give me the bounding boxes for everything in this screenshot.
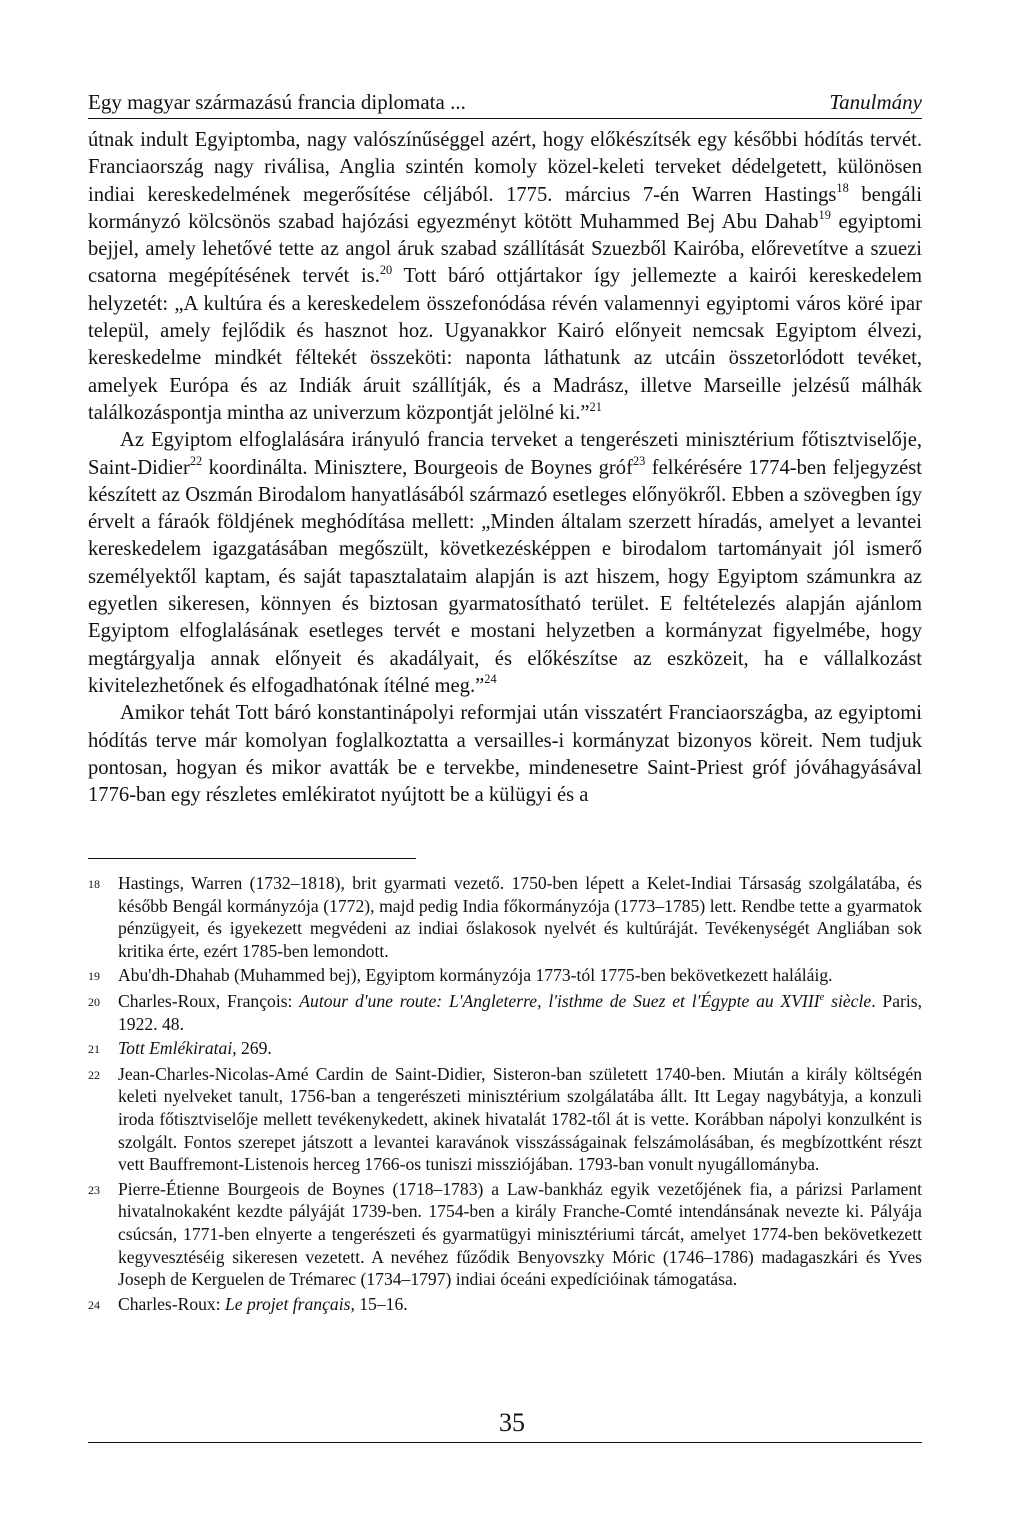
footer-rule — [88, 1442, 922, 1443]
page-number: 35 — [499, 1408, 525, 1437]
running-head — [88, 89, 922, 115]
cited-title: Tott Emlékiratai, — [118, 1038, 237, 1059]
footnote-text: Jean-Charles-Nicolas-Amé Cardin de Saint-Didier, Sisteron-ban született 1740-ben. Miután a király költségén keleti nyelveket tanult, 1756-ban a tengerészeti minisztérium szolgálatába állt. Itt Legay nagybátyja, a konzuli iroda főtisztviselője mellett tevékenykedett, akinek hivatalát 1782-től át is vette. Korábban nápolyi konzulként is szolgált. Fontos szerepet játszott a levantei karavánok visszásságainak felszámolásában, és megbízottként részt vett Bauffremont-Listenois herceg 1766-os tuniszi missziójában. 1793-ban vonult nyugállományba. — [118, 1063, 922, 1175]
footnote-number: 19 — [88, 969, 100, 984]
paragraph: Amikor tehát Tott báró konstantinápolyi reformjai után visszatért Franciaországba, az egyiptomi hódítás terve már komolyan foglalkoztatta a versailles-i kormányzat bizonyos köreit. Nem tudjuk pontosan, hogyan és mikor avatták be e tervekbe, mindenesetre Saint-Priest gróf jóváhagyásával 1776-ban egy részletes emlékiratot nyújtott be a külügyi és a — [88, 702, 922, 807]
footnote-number: 20 — [88, 994, 100, 1009]
footnote-ref: 24 — [484, 672, 497, 687]
footnote-text: Tott Emlékiratai, 269. — [118, 1038, 272, 1059]
footnote-ref: 21 — [589, 399, 602, 414]
footnote — [88, 964, 922, 988]
footnote-number: 23 — [88, 1182, 100, 1197]
footnote-number: 18 — [88, 877, 100, 891]
footnote-number: 24 — [88, 1297, 100, 1312]
body-text — [88, 127, 922, 809]
footnote — [88, 872, 922, 962]
footnotes — [88, 872, 922, 1318]
footnote-separator — [88, 858, 416, 859]
paragraph: útnak indult Egyiptomba, nagy valószínűséggel azért, hogy előkészítsék egy későbbi hódítás tervét. Franciaország nagy riválisa, Anglia szintén komoly közel-keleti terveket dédelgetett, különösen indiai kereskedelmének megerősítése céljából. 1775. március 7-én Warren Hastings$^{18}$ bengáli kormányzó kölcsönös szabad hajózási egyezményt kötött Muhammed Bej Abu Dahab$^{19}$ egyiptomi bejjel, amely lehetővé tette az angol áruk szabad szállítását Szuezből Kairóba, előrevetítve a szuezi csatorna megépítésének tervét is.$^{20}$ Tott báró ottjártakor így jellemezte a kairói kereskedelem helyzetét: „A kultúra és a kereskedelem összefonódása révén valamennyi egyiptomi város köré ipar települ, amely fejlődik és hasznot hoz. Ugyanakkor Kairó előnyeit nemcsak Egyiptom élvezi, kereskedelme mindkét féltekét összeköti: naponta láthatunk az utcáin összetorlódott tevéket, amelyek Európa és az Indiák áruit szállítják, és a Madrász, illetve Marseille jelzésű málhák találkozáspontja mintha az univerzum központját jelölné ki.”$^{21}$ — [88, 129, 923, 424]
header-rule — [88, 118, 922, 119]
footnote-number: 21 — [88, 1042, 100, 1057]
footnote — [88, 1293, 922, 1317]
footnote-text: Charles-Roux, François: Autour d'une route: L'Angleterre, l'isthme de Suez et l'Égypte au XVIIIe siècle. Paris, 1922. 48. — [118, 990, 923, 1034]
footnote — [88, 1178, 922, 1291]
paragraph: Az Egyiptom elfoglalására irányuló francia terveket a tengerészeti minisztérium főtisztviselője, Saint-Didier$^{22}$ koordinálta. Minisztere, Bourgeois de Boynes gróf$^{23}$ felkérésére 1774-ben feljegyzést készített az Oszmán Birodalom hanyatlásából származó esetleges előnyökről. Ebben a szövegben így érvelt a fáraók földjének meghódítása mellett: „Minden általam szerzett híradás, amelyet a levantei kereskedelem igazgatásában megőszült, következésképpen e birodalom tartományait jól ismerő személyektől kaptam, és saját tapasztalataim alapján is azt hiszem, hogy Egyiptom számunkra az egyetlen sikeresen, könnyen és biztosan gyarmatosítható terület. E feltételezés alapján ajánlom Egyiptom elfoglalásának esetleges tervét e mostani helyzetben a kormányzat figyelmébe, hogy megtárgyalja annak előnyeit és akadályait, és előkészítse az eszközeit, ha e vállalkozást kivitelezhetőnek és elfogadhatónak ítélné meg.”$^{24}$ — [88, 429, 922, 697]
footnote — [88, 1037, 922, 1061]
footnote — [88, 990, 922, 1035]
running-head-section: Tanulmány — [829, 90, 922, 114]
footnote-ref: 18 — [836, 181, 849, 196]
running-head-title: Egy magyar származású francia diplomata ... — [88, 90, 466, 114]
footnote-ref: 20 — [379, 263, 393, 278]
footnote-text: Abu'dh-Dhahab (Muhammed bej), Egyiptom kormányzója 1773-tól 1775-ben bekövetkezett haláláig. — [118, 965, 833, 986]
cited-title: Le projet français, — [225, 1293, 355, 1314]
footnote-ref: 19 — [818, 208, 831, 223]
footnote-text: Hastings, Warren (1732–1818), brit gyarmati vezető. 1750-ben lépett a Kelet-Indiai Társaság szolgálatába, és később Bengál kormányzója (1772), majd pedig India főkormányzója (1773–1785) lett. Rendbe tette a gyarmatok pénzügyeit, és igyekezett megvédeni az indiai őslakosok nyelvét és kultúráját. Tevékenységét Angliában sok kritika érte, ezért 1785-ben lemondott. — [118, 873, 922, 961]
footnote-text: Charles-Roux: Le projet français, 15–16. — [118, 1293, 408, 1314]
footnote-ref: 22 — [189, 454, 203, 469]
footnote — [88, 1063, 922, 1176]
footnote-text: Pierre-Étienne Bourgeois de Boynes (1718–1783) a Law-bankház egyik vezetőjének fia, a párizsi Parlament hivatalnokaként kezdte pályáját 1739-ben. 1754-ben a király Franche-Comté intendánsának nevezte ki. Pályája csúcsán, 1771-ben elnyerte a tengerészeti és gyarmatügyi minisztériumi tárcát, amelyet 1774-ben bekövetkezett kegyvesztéséig sikeresen vezetett. A nevéhez fűződik Benyovszky Móric (1746–1786) madagaszkári és Yves Joseph de Kerguelen de Trémarec (1734–1797) indiai óceáni expedícióinak támogatása. — [118, 1178, 922, 1290]
footnote-ref: 23 — [632, 454, 646, 469]
cited-title: Autour d'une route: L'Angleterre, l'isthme de Suez et l'Égypte au XVIIIe siècle — [299, 990, 872, 1011]
footnote-number: 22 — [88, 1067, 100, 1082]
